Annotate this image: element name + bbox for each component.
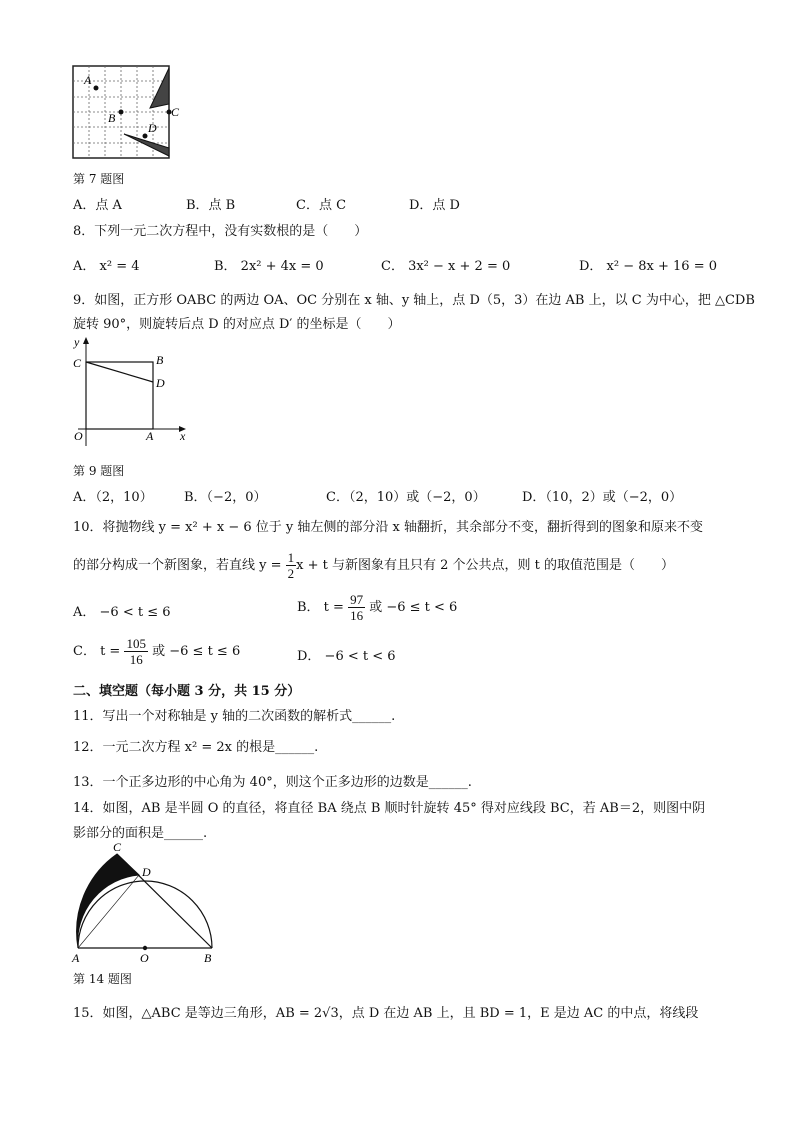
- figure-7-grid: [72, 64, 182, 160]
- q10-frac-num: 1: [287, 550, 295, 565]
- q9-line2: 旋转 90°，则旋转后点 D 的对应点 D′ 的坐标是（ ）: [73, 317, 401, 332]
- q9-option-b: B．（−2，0）: [184, 490, 267, 505]
- fig9-label-b: B: [156, 353, 164, 367]
- fig9-label-a: A: [146, 429, 154, 443]
- q10-optb-num: 97: [350, 592, 364, 607]
- q10-line2-pre: 的部分构成一个新图象，若直线 y =: [73, 558, 286, 573]
- figure-14-semicircle: [70, 840, 220, 968]
- fig9-label-x: x: [180, 429, 186, 443]
- q8-option-c: C． 3x² − x + 2 = 0: [381, 259, 511, 274]
- q11-text: 11．写出一个对称轴是 y 轴的二次函数的解析式______.: [73, 709, 396, 724]
- fig9-label-c: C: [73, 356, 82, 370]
- q8-option-b: B． 2x² + 4x = 0: [214, 259, 324, 274]
- q14-line1: 14．如图，AB 是半圆 O 的直径，将直径 BA 绕点 B 顺时针旋转 45° 得对应线段 BC，若 AB＝2，则图中阴: [73, 801, 706, 816]
- fig7-label-a: A: [84, 73, 92, 87]
- section-2-heading: 二、填空题（每小题 3 分，共 15 分）: [73, 684, 301, 699]
- q9-option-a: A．（2，10）: [73, 490, 153, 505]
- q7-option-b: B．点 B: [186, 198, 236, 213]
- q10-optc-pre: C． t =: [73, 644, 121, 659]
- fig14-label-o: O: [140, 951, 149, 965]
- q10-optb-post: 或 −6 ≤ t < 6: [369, 600, 458, 615]
- q7-option-a: A．点 A: [73, 198, 122, 213]
- q8-option-a: A． x² = 4: [73, 259, 140, 274]
- q7-option-d: D．点 D: [409, 198, 460, 213]
- fig14-label-d: D: [142, 865, 151, 879]
- figure-9-coordinate: [70, 334, 195, 452]
- fig7-label-b: B: [108, 111, 116, 125]
- q10-option-d: D． −6 < t < 6: [297, 649, 396, 664]
- q10-frac-den: 2: [287, 566, 295, 581]
- q10-line2-post: x + t 与新图象有且只有 2 个公共点，则 t 的取值范围是（ ）: [296, 558, 675, 573]
- q10-option-b: [297, 592, 457, 623]
- q12-text: 12．一元二次方程 x² = 2x 的根是______.: [73, 740, 319, 755]
- q9-line1: 9．如图，正方形 OABC 的两边 OA、OC 分别在 x 轴、y 轴上，点 D（5，3）在边 AB 上，以 C 为中心，把 △CDB: [73, 293, 755, 308]
- q15-text: 15．如图，△ABC 是等边三角形，AB = 2√3，点 D 在边 AB 上，且 BD = 1，E 是边 AC 的中点，将线段: [73, 1006, 699, 1021]
- q10-optc-den: 16: [129, 652, 143, 667]
- fig9-caption: 第 9 题图: [73, 464, 125, 478]
- q10-optb-pre: B． t =: [297, 600, 344, 615]
- fig14-label-b: B: [204, 951, 212, 965]
- q8-stem: 8．下列一元二次方程中，没有实数根的是（ ）: [73, 224, 368, 239]
- q10-option-a: A． −6 < t ≤ 6: [73, 605, 171, 620]
- q9-option-c: C．（2，10）或（−2，0）: [326, 490, 486, 505]
- q14-line2: 影部分的面积是______.: [73, 826, 208, 841]
- q10-optc-fraction: [124, 636, 148, 667]
- fig14-caption: 第 14 题图: [73, 972, 132, 986]
- fig9-label-d: D: [156, 376, 165, 390]
- fig14-label-a: A: [72, 951, 80, 965]
- q7-option-c: C．点 C: [296, 198, 347, 213]
- fig9-label-y: y: [74, 335, 80, 349]
- q10-optc-post: 或 −6 ≤ t ≤ 6: [152, 644, 241, 659]
- fig7-caption: 第 7 题图: [73, 172, 125, 186]
- fig7-label-c: C: [171, 105, 180, 119]
- fig9-label-o: O: [74, 429, 83, 443]
- fig7-label-d: D: [148, 121, 157, 135]
- q10-fraction: [286, 550, 297, 581]
- q10-optc-num: 105: [126, 636, 146, 651]
- fig14-label-c: C: [113, 840, 122, 854]
- q10-optb-fraction: [348, 592, 365, 623]
- q10-line2: [73, 550, 674, 581]
- q10-optb-den: 16: [350, 608, 364, 623]
- q13-text: 13．一个正多边形的中心角为 40°，则这个正多边形的边数是______.: [73, 775, 472, 790]
- q10-option-c: [73, 636, 240, 667]
- q8-option-d: D． x² − 8x + 16 = 0: [579, 259, 717, 274]
- q9-option-d: D．（10，2）或（−2，0）: [522, 490, 683, 505]
- q10-line1: 10．将抛物线 y = x² + x − 6 位于 y 轴左侧的部分沿 x 轴翻折，其余部分不变，翻折得到的图象和原来不变: [73, 520, 703, 535]
